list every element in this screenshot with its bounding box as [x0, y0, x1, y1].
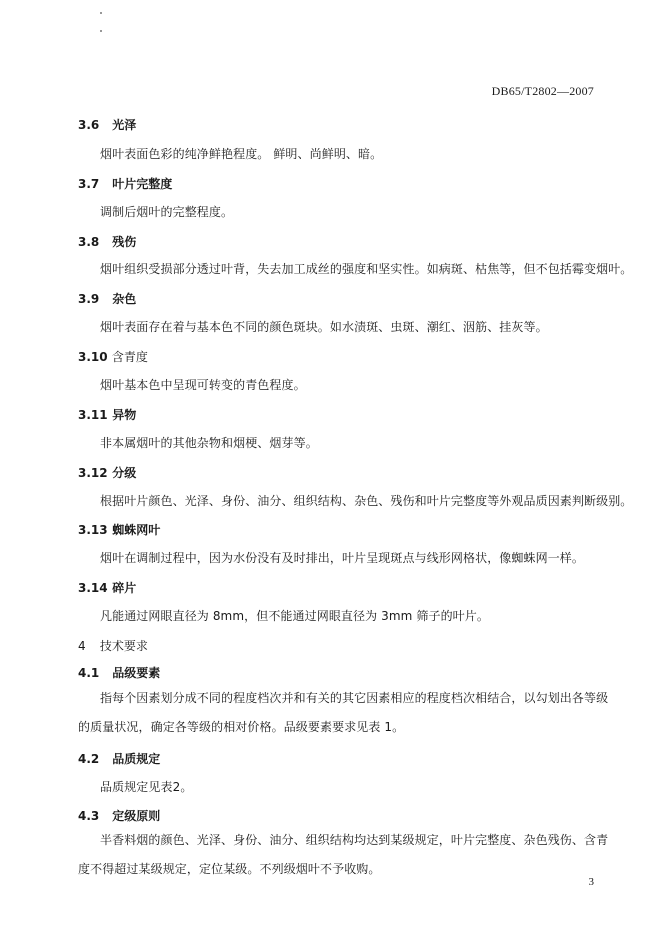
page-number: 3: [588, 876, 594, 888]
section-title: 分级: [112, 466, 137, 480]
section-number: 3.14: [78, 581, 108, 595]
section-number: 3.8: [78, 235, 100, 249]
subsection-title: 定级原则: [112, 809, 161, 823]
scan-mark: [100, 12, 102, 14]
section-number: 3.9: [78, 292, 100, 306]
section-body: 凡能通过网眼直径为 8mm，但不能通过网眼直径为 3mm 筛子的叶片。: [100, 609, 489, 623]
subsection-number: 4.3: [78, 809, 100, 823]
subsection-heading: [78, 807, 160, 824]
chapter-heading: [78, 637, 148, 654]
section-number: 3.12: [78, 466, 108, 480]
section-number: 3.6: [78, 118, 100, 132]
section-number: 3.10: [78, 350, 108, 364]
section-title: 叶片完整度: [112, 177, 173, 191]
section-title: 异物: [112, 408, 137, 422]
section-body: 根据叶片颜色、光泽、身份、油分、组织结构、杂色、残伤和叶片完整度等外观品质因素判断级别。: [100, 494, 633, 508]
subsection-title: 品质规定: [112, 752, 161, 766]
section-heading: [78, 175, 172, 192]
section-body: 非本属烟叶的其他杂物和烟梗、烟芽等。: [100, 436, 318, 450]
section-body: 烟叶表面存在着与基本色不同的颜色斑块。如水渍斑、虫斑、潮红、洇筋、挂灰等。: [100, 320, 548, 334]
section-heading: [78, 290, 136, 307]
scan-mark: [100, 30, 102, 32]
section-number: 3.11: [78, 408, 108, 422]
section-title: 光泽: [112, 118, 137, 132]
section-body: 烟叶表面色彩的纯净鲜艳程度。 鲜明、尚鲜明、暗。: [100, 147, 383, 161]
section-title: 含青度: [111, 350, 148, 364]
chapter-title: 技术要求: [99, 639, 148, 653]
section-heading: [78, 521, 160, 538]
section-heading: [78, 464, 136, 481]
chapter-number: 4: [78, 639, 86, 653]
section-heading: [78, 233, 136, 250]
section-number: 3.13: [78, 523, 108, 537]
subsection-title: 品级要素: [112, 666, 161, 680]
subsection-body: 半香料烟的颜色、光泽、身份、油分、组织结构均达到某级规定，叶片完整度、杂色残伤、含青度不得超过某级规定，定位某级。不列级烟叶不予收购。: [78, 833, 609, 876]
section-title: 碎片: [112, 581, 137, 595]
section-title: 蜘蛛网叶: [112, 523, 161, 537]
section-body: 烟叶基本色中呈现可转变的青色程度。: [100, 378, 306, 392]
section-body: 烟叶在调制过程中，因为水份没有及时排出，叶片呈现斑点与线形网格状，像蜘蛛网一样。: [100, 551, 585, 565]
section-heading: [78, 406, 136, 423]
section-number: 3.7: [78, 177, 100, 191]
standard-number: DB65/T2802—2007: [491, 84, 594, 98]
section-title: 残伤: [112, 235, 137, 249]
subsection-number: 4.1: [78, 666, 100, 680]
subsection-heading: [78, 750, 160, 767]
subsection-body: 指每个因素划分成不同的程度档次并和有关的其它因素相应的程度档次相结合，以勾划出各等级的质量状况，确定各等级的相对价格。品级要素要求见表 1。: [78, 691, 609, 734]
subsection-body: 品质规定见表2。: [100, 780, 193, 794]
section-heading: [78, 348, 148, 365]
section-title: 杂色: [112, 292, 137, 306]
section-heading: [78, 579, 136, 596]
section-body: 调制后烟叶的完整程度。: [100, 205, 234, 219]
section-heading: [78, 116, 136, 133]
section-body: 烟叶组织受损部分透过叶背，失去加工成丝的强度和坚实性。如病斑、枯焦等，但不包括霉变烟叶。: [100, 262, 633, 276]
subsection-number: 4.2: [78, 752, 100, 766]
subsection-heading: [78, 664, 160, 681]
